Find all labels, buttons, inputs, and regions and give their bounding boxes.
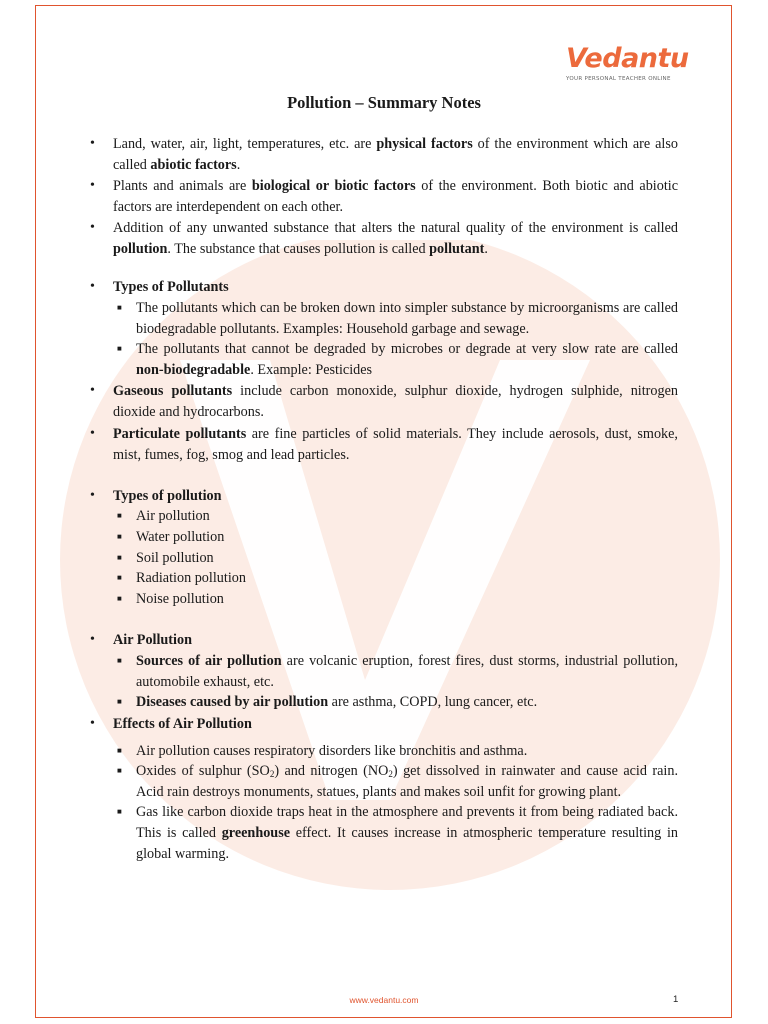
square-bullet: ■ <box>117 344 122 353</box>
section-heading-air-pollution: Air Pollution <box>113 632 192 648</box>
bullet-dot: • <box>90 426 95 441</box>
pollution-type-item: Soil pollution <box>136 550 214 566</box>
footer-website-link[interactable]: www.vedantu.com <box>349 995 419 1005</box>
square-bullet: ■ <box>117 594 122 603</box>
square-bullet: ■ <box>117 746 122 755</box>
pollution-type-item: Air pollution <box>136 508 210 524</box>
particulate-pollutants: Particulate pollutants are fine particles of solid materials. They include aerosols, dust, smoke, mist, fumes, fog, smog and lead particles. <box>113 426 678 463</box>
vedantu-logo <box>566 43 689 86</box>
square-bullet: ■ <box>117 656 122 665</box>
bullet-dot: • <box>90 136 95 151</box>
bullet-dot: • <box>90 716 95 731</box>
square-bullet: ■ <box>117 766 122 775</box>
square-bullet: ■ <box>117 511 122 520</box>
pollutants-sub-1: The pollutants which can be broken down into simpler substance by microorganisms are called biodegradable pollutants. Examples: Household garbage and sewage. <box>136 300 678 337</box>
logo-brand: Vedantu <box>566 43 689 74</box>
logo-tagline: YOUR PERSONAL TEACHER ONLINE <box>566 76 671 82</box>
square-bullet: ■ <box>117 532 122 541</box>
gaseous-pollutants: Gaseous pollutants include carbon monoxide, sulphur dioxide, hydrogen sulphide, nitrogen dioxide and hydrocarbons. <box>113 383 678 420</box>
page-title: Pollution – Summary Notes <box>287 93 481 112</box>
square-bullet: ■ <box>117 807 122 816</box>
section-heading-effects: Effects of Air Pollution <box>113 716 252 732</box>
pollution-type-item: Radiation pollution <box>136 570 246 586</box>
pollution-type-item: Noise pollution <box>136 591 224 607</box>
intro-item-1: Land, water, air, light, temperatures, etc. are physical factors of the environment which are also called abiotic factors. <box>113 136 678 173</box>
pollution-type-item: Water pollution <box>136 529 225 545</box>
square-bullet: ■ <box>117 697 122 706</box>
square-bullet: ■ <box>117 303 122 312</box>
bullet-dot: • <box>90 383 95 398</box>
section-heading-pollution-types: Types of pollution <box>113 488 222 504</box>
square-bullet: ■ <box>117 553 122 562</box>
pollutants-sub-2: The pollutants that cannot be degraded by microbes or degrade at very slow rate are called non-biodegradable. Example: Pesticides <box>136 341 678 378</box>
intro-item-2: Plants and animals are biological or biotic factors of the environment. Both biotic and abiotic factors are interdependent on each other. <box>113 178 678 215</box>
effect-item-1: Air pollution causes respiratory disorders like bronchitis and asthma. <box>136 743 528 759</box>
bullet-dot: • <box>90 279 95 294</box>
effect-item-3: Gas like carbon dioxide traps heat in the atmosphere and prevents it from being radiated back. This is called greenhouse effect. It causes increase in atmospheric temperature resulting in global warming. <box>136 804 678 862</box>
intro-item-3: Addition of any unwanted substance that alters the natural quality of the environment is called pollution. The substance that causes pollution is called pollutant. <box>113 220 678 257</box>
air-pollution-sources: Sources of air pollution are volcanic eruption, forest fires, dust storms, industrial pollution, automobile exhaust, etc. <box>136 653 679 690</box>
air-pollution-diseases: Diseases caused by air pollution are asthma, COPD, lung cancer, etc. <box>136 694 538 710</box>
effect-item-2: Oxides of sulphur $(SO_2)$ and nitrogen $(NO_2)$ get dissolved in rainwater and cause acid rain. Acid rain destroys monuments, statues, plants and makes soil unfit for growing plant. <box>136 763 679 800</box>
bullet-dot: • <box>90 178 95 193</box>
square-bullet: ■ <box>117 573 122 582</box>
bullet-dot: • <box>90 220 95 235</box>
bullet-dot: • <box>90 488 95 503</box>
bullet-dot: • <box>90 632 95 647</box>
section-heading-pollutants: Types of Pollutants <box>113 279 229 295</box>
page-number: 1 <box>673 994 679 1005</box>
